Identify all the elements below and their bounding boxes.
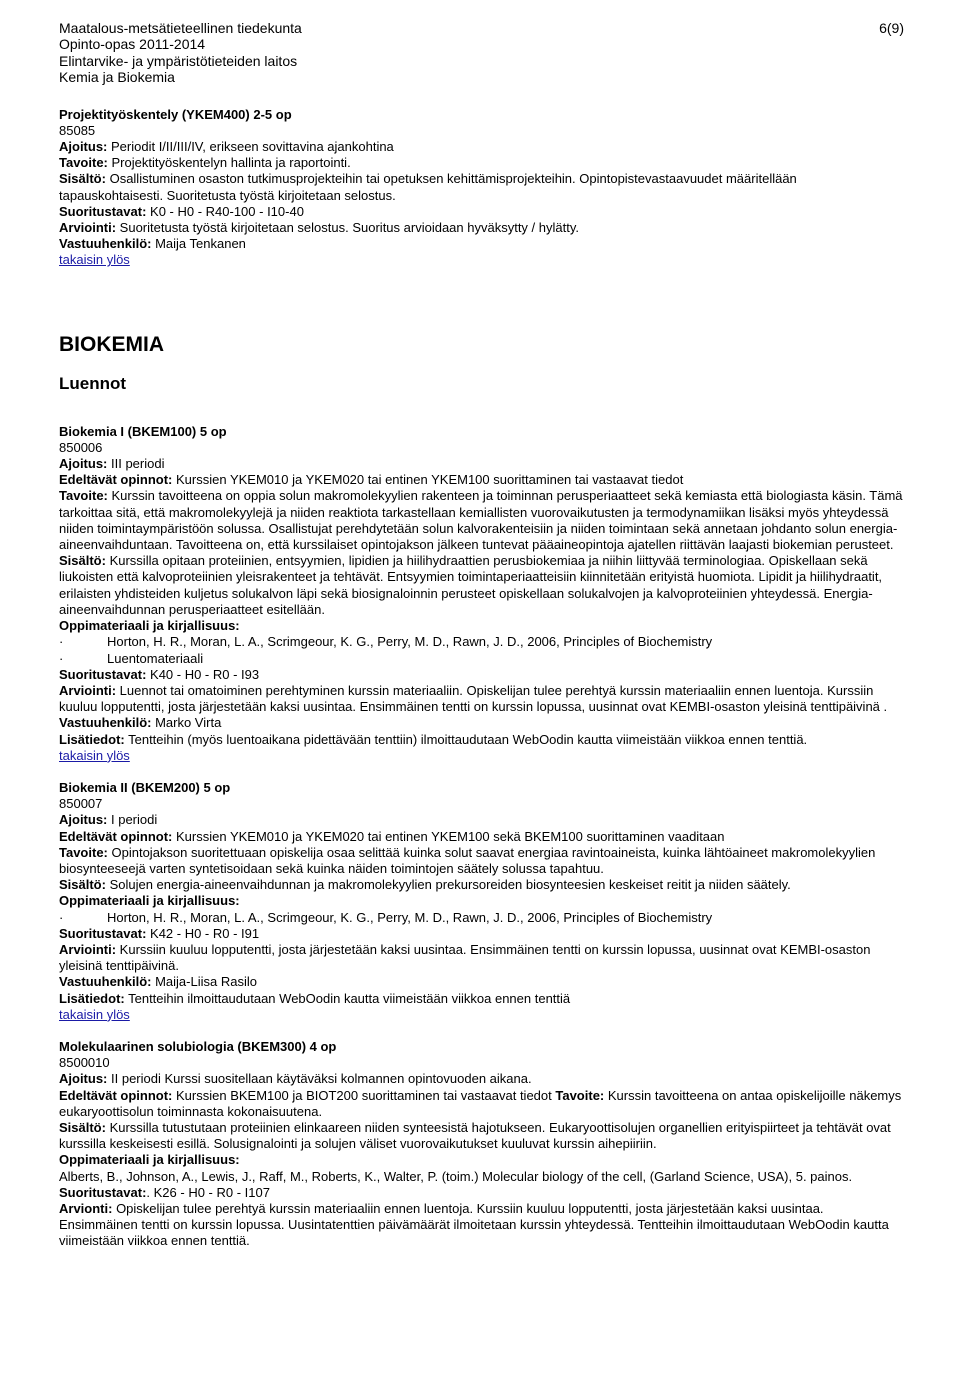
label: Sisältö:: [59, 1119, 106, 1135]
value: Tentteihin (myös luentoaikana pidettävään tenttiin) ilmoittaudutaan WebOodin kautta viimeistään viikkoa ennen tenttiä.: [124, 731, 808, 747]
label: Suoritustavat:: [59, 1184, 147, 1200]
label: Oppimateriaali ja kirjallisuus:: [59, 893, 240, 909]
value: K0 - H0 - R40-100 - I10-40: [146, 203, 304, 219]
label: Tavoite:: [555, 1087, 605, 1103]
value: Periodit I/II/III/IV, erikseen sovittavina ajankohtina: [107, 139, 394, 155]
list-item: · Luentomateriaali: [59, 650, 204, 666]
value: III periodi: [107, 456, 165, 472]
value: Kurssin tavoitteena on antaa opiskelijoille näkemys eukaryoottisolun toiminnasta kokonaisuutena.: [59, 1087, 902, 1119]
label: Ajoitus:: [59, 1071, 108, 1087]
label: Arviointi:: [59, 682, 117, 698]
label: Suoritustavat:: [59, 666, 147, 682]
course-title: Biokemia I (BKEM100) 5 op: [59, 423, 227, 439]
label: Sisältö:: [59, 877, 106, 893]
value: Osallistuminen osaston tutkimusprojekteihin tai opetuksen kehittämisprojekteihin. Opintopistevastaavuudet määritellään tapauskohtaisesti. Suoritetusta työstä kirjoitetaan selostus.: [59, 171, 797, 203]
value: K42 - H0 - R0 - I91: [146, 925, 260, 941]
course-ykem400: [59, 107, 904, 269]
label: Oppimateriaali ja kirjallisuus:: [59, 618, 240, 634]
page-number: 6(9): [879, 20, 904, 36]
value: Suoritetusta työstä kirjoitetaan selostus. Suoritus arvioidaan hyväksytty / hylätty.: [116, 220, 579, 236]
course-title: Biokemia II (BKEM200) 5 op: [59, 779, 231, 795]
label: Edeltävät opinnot:: [59, 828, 173, 844]
value: Maija-Liisa Rasilo: [151, 974, 257, 990]
label: Ajoitus:: [59, 456, 108, 472]
section-title: BIOKEMIA: [59, 332, 164, 356]
value: Marko Virta: [151, 715, 222, 731]
value: Luennot tai omatoiminen perehtyminen kurssin materiaaliin. Opiskelijan tulee perehtyä kurssin materiaaliin ennen luentoja. Kurssiin kuuluu lopputentti, josta järjestetään kaksi uusintaa. Ensimmäinen tentti on kurssin lopussa, uusinnat ovat KEMBI-osaston yleisinä tenttipäivinä .: [59, 682, 888, 715]
back-to-top-link[interactable]: takaisin ylös: [59, 747, 130, 763]
value: Kurssien BKEM100 ja BIOT200 suorittaminen tai vastaavat tiedot: [172, 1087, 556, 1103]
header-line: Elintarvike- ja ympäristötieteiden laitos: [59, 52, 298, 69]
label: Arviointi:: [59, 220, 117, 236]
course-bkem100: [59, 424, 904, 764]
label: Sisältö:: [59, 553, 106, 569]
reference: Horton, H. R., Moran, L. A., Scrimgeour, K. G., Perry, M. D., Rawn, J. D., 2006, Principles of Biochemistry: [107, 634, 713, 650]
value: Kurssien YKEM010 ja YKEM020 tai entinen YKEM100 suorittaminen tai vastaavat tiedot: [172, 472, 684, 488]
list-item: · Horton, H. R., Moran, L. A., Scrimgeour, K. G., Perry, M. D., Rawn, J. D., 2006, Principles of Biochemistry: [59, 909, 713, 925]
section-subtitle: Luennot: [59, 373, 127, 393]
label: Lisätiedot:: [59, 990, 125, 1006]
label: Tavoite:: [59, 155, 108, 171]
label: Arviointi:: [59, 941, 117, 957]
label: Vastuuhenkilö:: [59, 236, 152, 252]
value: Projektityöskentelyn hallinta ja raportointi.: [107, 155, 351, 171]
course-code: 850007: [59, 796, 103, 812]
header-line: Maatalous-metsätieteellinen tiedekunta: [59, 20, 302, 36]
label: Edeltävät opinnot:: [59, 1087, 173, 1103]
course-code: 8500010: [59, 1055, 110, 1071]
value: Kurssilla tutustutaan proteiinien elinkaareen niiden synteesistä hajotukseen. Eukaryoottisolujen organellien erityispiirteet ja tehtävät ovat kurssilla keskeisesti esillä. Solusignalointi ja solujen väliset vuorovaikutukset kuuluvat kurssin aihepiiriin.: [59, 1119, 891, 1152]
label: Edeltävät opinnot:: [59, 472, 173, 488]
back-to-top-link[interactable]: takaisin ylös: [59, 1006, 130, 1022]
label: Ajoitus:: [59, 812, 108, 828]
value: I periodi: [107, 812, 158, 828]
reference: Horton, H. R., Moran, L. A., Scrimgeour, K. G., Perry, M. D., Rawn, J. D., 2006, Principles of Biochemistry: [107, 909, 713, 925]
reference: Luentomateriaali: [107, 650, 204, 666]
list-item: · Horton, H. R., Moran, L. A., Scrimgeour, K. G., Perry, M. D., Rawn, J. D., 2006, Principles of Biochemistry: [59, 634, 713, 650]
label: Suoritustavat:: [59, 925, 147, 941]
value: Kurssien YKEM010 ja YKEM020 tai entinen YKEM100 sekä BKEM100 suorittaminen vaaditaan: [172, 828, 725, 844]
course-bkem200: [59, 780, 904, 1023]
document-header: [59, 20, 904, 86]
value: . K26 - H0 - R0 - I107: [146, 1184, 270, 1200]
document-page: [59, 20, 904, 1250]
label: Suoritustavat:: [59, 203, 147, 219]
value: Maija Tenkanen: [151, 236, 246, 252]
label: Ajoitus:: [59, 139, 108, 155]
header-line: Kemia ja Biokemia: [59, 69, 175, 86]
label: Sisältö:: [59, 171, 106, 187]
reference: Alberts, B., Johnson, A., Lewis, J., Raff, M., Roberts, K., Walter, P. (toim.) Molecular biology of the cell, (Garland Science, USA), 5. painos.: [59, 1168, 853, 1184]
label: Vastuuhenkilö:: [59, 974, 152, 990]
course-bkem300: [59, 1039, 904, 1250]
value: Opintojakson suoritettuaan opiskelija osaa selittää kuinka solut saavat energiaa ravintoaineista, kuinka lähtöaineet makromolekyylien biosynteeseejä varten syntetisoidaan sekä kuinka näiden toimintojen säätely solussa tapahtuu.: [59, 844, 876, 876]
value: Solujen energia-aineenvaihdunnan ja makromolekyylien prekursoreiden biosynteesien keskeiset reitit ja niiden säätely.: [105, 877, 791, 893]
value: Tentteihin ilmoittaudutaan WebOodin kautta viimeistään viikkoa ennen tenttiä: [124, 990, 571, 1006]
course-code: 850006: [59, 439, 103, 455]
label: Tavoite:: [59, 844, 108, 860]
value: Kurssin tavoitteena on oppia solun makromolekyylien rakenteen ja toiminnan perusperiaatteet sekä kemiasta että biologiasta käsin. Tämä tarkoittaa sitä, että makromolekyylejä ja niiden reaktiota tarkastellaan kemiallisten vuorovaikutusten ja termodynamiikan lisäksi myös yhteydessä niiden toimintaympäristöön solussa. Osallistujat perehdytetään solun kalvorakenteisiin ja niiden toimintaan sekä annetaan johdanto solun energia-aineenvaihduntaan. Tavoitteena on, että kurssilaiset opintojakson jälkeen tuntevat pääaineopintoja ajatellen riittävän laajasti biokemian perusteet.: [59, 488, 903, 553]
course-title: Projektityöskentely (YKEM400) 2-5 op: [59, 106, 292, 122]
value: Kurssiin kuuluu lopputentti, josta järjestetään kaksi uusintaa. Ensimmäinen tentti on kurssin lopussa, uusinnat ovat KEMBI-osaston yleisinä tenttipäivinä.: [59, 941, 871, 974]
label: Vastuuhenkilö:: [59, 715, 152, 731]
label: Arvionti:: [59, 1201, 113, 1216]
back-to-top-link[interactable]: takaisin ylös: [59, 252, 130, 268]
label: Oppimateriaali ja kirjallisuus:: [59, 1152, 240, 1168]
value: Kurssilla opitaan proteiinien, entsyymien, lipidien ja hiilihydraattien perusbiokemiaa ja niihin liittyvää terminologiaa. Opiskellaan sekä liukoisten että kalvoproteiinien yleisrakenteet ja tehtävät. Entsyymien toimintaperiaatteisiin kiinnitetään erityistä huomiota. Lipidit ja hiilihydraatit, erilaisten yhdisteiden kuljetus solukalvon läpi sekä biosignaloinnin perusteet opiskellaan solukalvojen ja kalvoproteiinien yhteydessä. Energia-aineenvaihdunnan perusperiaatteet esitellään.: [59, 553, 883, 617]
course-title: Molekulaarinen solubiologia (BKEM300) 4 op: [59, 1038, 337, 1054]
header-line: Opinto-opas 2011-2014: [59, 36, 206, 53]
value: Opiskelijan tulee perehtyä kurssin materiaaliin ennen luentoja. Kurssiin kuuluu lopputentti, josta järjestetään kaksi uusintaa. Ensimmäinen tentti on kurssin lopussa. Uusintatenttien päivämäärät ilmoitetaan kurssin yhteydessä. Tentteihin ilmoittaudutaan WebOodin kautta viimeistään viikkoa ennen tenttiä.: [59, 1201, 889, 1249]
label: Lisätiedot:: [59, 731, 125, 747]
label: Tavoite:: [59, 488, 108, 504]
value: K40 - H0 - R0 - I93: [146, 666, 260, 682]
value: II periodi Kurssi suositellaan käytäväksi kolmannen opintovuoden aikana.: [107, 1071, 532, 1087]
course-code: 85085: [59, 122, 96, 138]
